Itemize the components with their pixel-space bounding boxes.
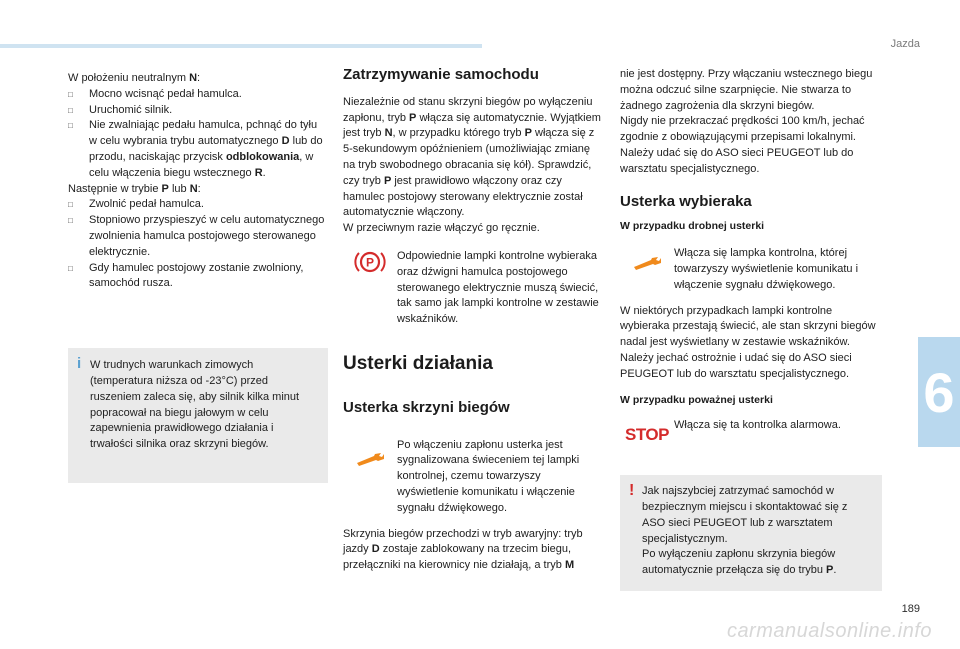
col3-paragraph-3: Należy udać się do ASO sieci PEUGEOT lub do warsztatu specjalistycznego. [620, 146, 854, 175]
page-number: 189 [901, 603, 920, 615]
list-item: □ Zwolnić pedał hamulca. [68, 197, 328, 213]
stop-label: STOP [625, 425, 669, 445]
heading-faults: Usterki działania [343, 352, 493, 374]
stop-icon [620, 418, 674, 443]
minor-lamp-row [620, 246, 882, 293]
info-icon: i [77, 355, 82, 373]
column-3 [620, 65, 882, 591]
warning-text-2: Po wyłączeniu zapłonu skrzynia biegów automatycznie przełącza się do trybu P. [642, 548, 837, 577]
wrench-lamp-row [343, 438, 605, 517]
column-1 [68, 71, 328, 483]
col3-paragraph-1: nie jest dostępny. Przy włączaniu wstecznego biegu można odczuć silne szarpnięcie. Nie stwarza to żadnego zagrożenia dla skrzyni biegów. [620, 68, 873, 112]
heading-major-fault: W przypadku poważnej usterki [620, 393, 773, 406]
chapter-tab [918, 337, 960, 447]
wrench-icon [343, 438, 397, 466]
stopping-manual: W przeciwnym razie włączyć go ręcznie. [343, 222, 540, 235]
parking-lamp-row [343, 249, 605, 328]
list-item: □ Mocno wcisnąć pedał hamulca. [68, 87, 328, 103]
stopping-paragraph: Niezależnie od stanu skrzyni biegów po wyłączeniu zapłonu, tryb P włącza się automatycznie. Wyjątkiem jest tryb N, w przypadku którego tryb P włącza się z 5-sekundowym opóźnieniem (umożliwiając zmianę na tryb swobodnego obracania się kół). Sprawdzić, czy tryb P jest prawidłowo włączony oraz czy hamulec postojowy sterowany elektrycznie został automatycznie włączony. [343, 95, 601, 219]
heading-gearbox-fault: Usterka skrzyni biegów [343, 398, 510, 416]
major-lamp-row [620, 418, 882, 443]
list-item: □ Gdy hamulec postojowy zostanie zwolniony, samochód rusza. [68, 261, 328, 293]
warning-icon: ! [629, 482, 635, 500]
watermark: carmanualsonline.info [726, 620, 932, 642]
list-item: □ Nie zwalniając pedału hamulca, pchnąć do tyłu w celu wybrania trybu automatycznego D lub do przodu, naciskając przycisk odblokowania, w celu włączenia biegu wstecznego R. [68, 118, 328, 181]
section-title: Jazda [890, 38, 920, 50]
header-accent-bar [0, 44, 482, 48]
next-line: Następnie w trybie P lub N: [68, 182, 201, 195]
warning-text-1: Jak najszybciej zatrzymać samochód w bezpiecznym miejscu i skontaktować się z ASO sieci PEUGEOT lub z warsztatem specjalistycznym. [642, 485, 848, 545]
parking-brake-icon [343, 249, 397, 275]
heading-selector-fault: Usterka wybieraka [620, 192, 752, 210]
info-box [68, 348, 328, 483]
col3-paragraph-5: Należy jechać ostrożnie i udać się do ASO sieci PEUGEOT lub do warsztatu specjalistycznego. [620, 351, 852, 380]
svg-text:P: P [365, 255, 375, 270]
parking-lamp-text: Odpowiednie lampki kontrolne wybieraka oraz dźwigni hamulca postojowego sterowanego elektrycznie muszą świecić, tak samo jak lampki kontrolne w zestawie wskaźników. [397, 249, 599, 326]
wrench-icon [620, 246, 674, 270]
info-text: W trudnych warunkach zimowych (temperatura niższa od -23°C) przed ruszeniem zaleca się, aby silnik kilka minut popracował na biegu jałowym w celu zapewnienia prawidłowego działania i trwałości silnika oraz skrzyni biegów. [90, 359, 300, 451]
list-item: □ Stopniowo przyspieszyć w celu automatycznego zwolnienia hamulca postojowego sterowanego elektrycznie. [68, 213, 328, 260]
warning-box [620, 475, 882, 591]
heading-minor-fault: W przypadku drobnej usterki [620, 220, 765, 233]
col3-paragraph-4: W niektórych przypadkach lampki kontrolne wybieraka przestają świecić, ale stan skrzyni biegów nadal jest wyświetlany w zestawie wskaźników. [620, 304, 876, 349]
col3-paragraph-2: Nigdy nie przekraczać prędkości 100 km/h, jechać zgodnie z obowiązującymi przepisami lokalnymi. [620, 115, 865, 144]
minor-lamp-text: Włącza się lampka kontrolna, której towarzyszy wyświetlenie komunikatu i włączenie sygnału dźwiękowego. [674, 247, 859, 291]
intro-line: W położeniu neutralnym N: [68, 72, 201, 84]
wrench-lamp-text: Po włączeniu zapłonu usterka jest sygnalizowana świeceniem tej lampki kontrolnej, czemu towarzyszy wyświetlenie komunikatu i włączenie sygnału dźwiękowego. [397, 438, 580, 514]
list-item: □ Uruchomić silnik. [68, 103, 328, 119]
gearbox-fault-paragraph: Skrzynia biegów przechodzi w tryb awaryjny: tryb jazdy D zostaje zablokowany na trzecim biegu, przełączniki na kierownicy nie działają, a tryb M [343, 527, 583, 572]
major-lamp-text: Włącza się ta kontrolka alarmowa. [674, 419, 841, 432]
heading-stopping: Zatrzymywanie samochodu [343, 66, 539, 83]
column-2 [343, 65, 605, 574]
chapter-number: 6 [923, 360, 955, 424]
